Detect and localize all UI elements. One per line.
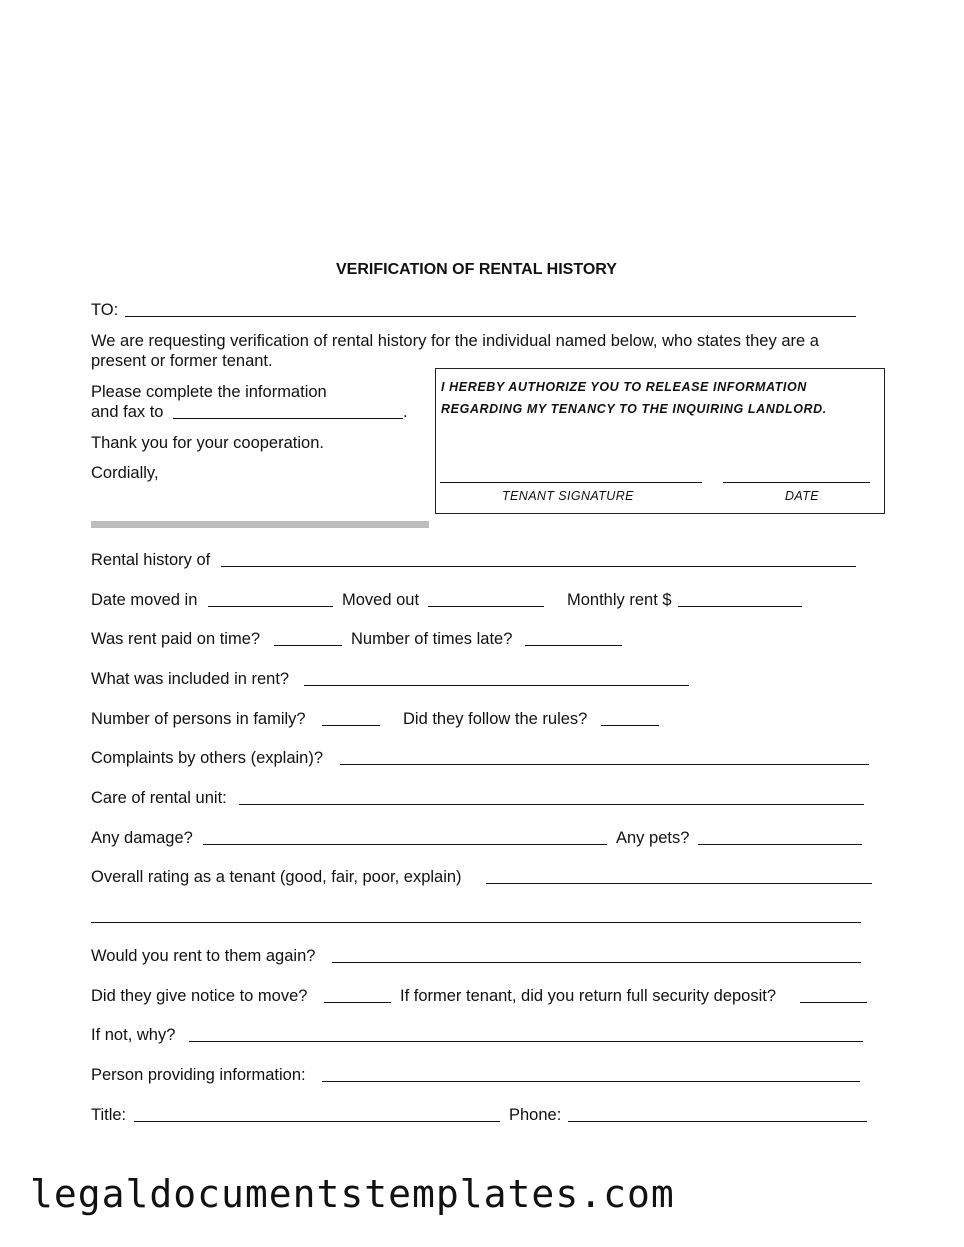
if-not-why-field[interactable] [189,1041,863,1042]
included-in-rent-label: What was included in rent? [91,670,290,688]
rent-on-time-label: Was rent paid on time? [91,630,261,648]
phone-label: Phone: [509,1106,562,1124]
rent-again-field[interactable] [332,962,861,963]
authorization-line1: I HEREBY AUTHORIZE YOU TO RELEASE INFORMATION [441,380,807,394]
overall-rating-field-continued[interactable] [91,922,861,923]
page-title: VERIFICATION OF RENTAL HISTORY [336,261,617,278]
person-providing-field[interactable] [322,1081,860,1082]
rental-history-of-label: Rental history of [91,551,211,569]
any-pets-label: Any pets? [616,829,690,847]
any-damage-field[interactable] [203,844,607,845]
deposit-returned-field[interactable] [800,1002,867,1003]
tenant-signature-caption: TENANT SIGNATURE [502,489,634,503]
give-notice-label: Did they give notice to move? [91,987,308,1005]
included-in-rent-field[interactable] [304,685,689,686]
signature-date-field[interactable] [723,482,870,483]
phone-field[interactable] [568,1121,867,1122]
fax-to-field[interactable] [173,418,403,419]
thanks-text: Thank you for your cooperation. [91,434,324,452]
times-late-label: Number of times late? [351,630,513,648]
intro-text-line1: We are requesting verification of rental history for the individual named below, who states they are a [91,332,819,350]
any-damage-label: Any damage? [91,829,193,847]
title-field[interactable] [134,1121,500,1122]
follow-rules-field[interactable] [601,725,659,726]
moved-out-label: Moved out [342,591,420,609]
tenant-signature-field[interactable] [440,482,702,483]
persons-in-family-field[interactable] [322,725,380,726]
care-of-unit-label: Care of rental unit: [91,789,227,807]
overall-rating-field[interactable] [486,883,872,884]
title-label: Title: [91,1106,127,1124]
to-label: TO: [91,301,119,319]
fax-period: . [403,403,408,421]
give-notice-field[interactable] [324,1002,391,1003]
complaints-label: Complaints by others (explain)? [91,749,324,767]
follow-rules-label: Did they follow the rules? [403,710,588,728]
rent-again-label: Would you rent to them again? [91,947,316,965]
deposit-returned-label: If former tenant, did you return full security deposit? [400,987,777,1005]
if-not-why-label: If not, why? [91,1026,176,1044]
overall-rating-label: Overall rating as a tenant (good, fair, poor, explain) [91,868,462,886]
to-field[interactable] [125,316,856,317]
any-pets-field[interactable] [698,844,862,845]
monthly-rent-field[interactable] [678,606,802,607]
date-moved-in-field[interactable] [208,606,333,607]
section-divider [91,521,429,528]
authorization-line2: REGARDING MY TENANCY TO THE INQUIRING LANDLORD. [441,402,827,416]
rental-history-of-field[interactable] [221,566,856,567]
please-complete-text: Please complete the information [91,383,327,401]
person-providing-label: Person providing information: [91,1066,306,1084]
care-of-unit-field[interactable] [239,804,864,805]
times-late-field[interactable] [525,645,622,646]
complaints-field[interactable] [340,764,869,765]
intro-text-line2: present or former tenant. [91,352,273,370]
persons-in-family-label: Number of persons in family? [91,710,306,728]
moved-out-field[interactable] [428,606,544,607]
watermark-text: legaldocumentstemplates.com [30,1172,675,1216]
date-caption: DATE [785,489,820,503]
date-moved-in-label: Date moved in [91,591,198,609]
fax-to-label: and fax to [91,403,164,421]
monthly-rent-label: Monthly rent $ [567,591,672,609]
closing-text: Cordially, [91,464,159,482]
rent-on-time-field[interactable] [274,645,342,646]
